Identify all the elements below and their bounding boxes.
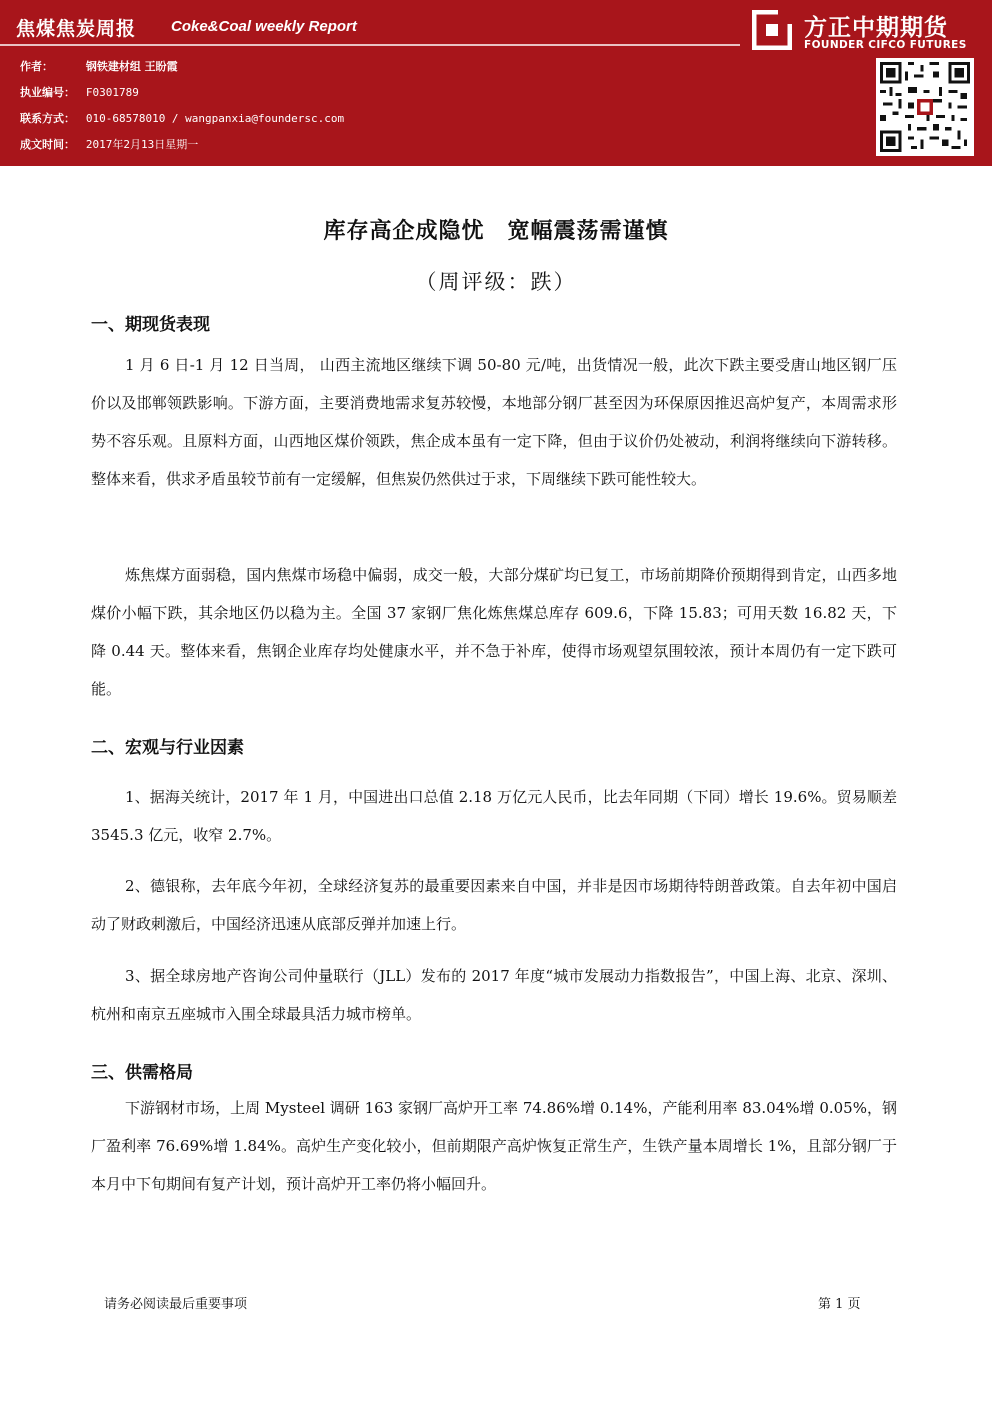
paragraph-text: 3、据全球房地产咨询公司仲量联行（JLL）发布的 2017 年度“城市发展动力指数报告”，中国上海、北京、深圳、杭州和南京五座城市入围全球最具活力城市榜单。 <box>91 967 897 1023</box>
contact-row <box>20 110 344 126</box>
paragraph <box>91 867 897 943</box>
page-number: 第 1 页 <box>818 1297 861 1312</box>
qr-code-icon <box>876 58 974 156</box>
paragraph-text: 1、据海关统计，2017 年 1 月，中国进出口总值 2.18 万亿元人民币，比去年同期（下同）增长 19.6%。贸易顺差 3545.3 亿元，收窄 2.7%。 <box>91 788 897 844</box>
paragraph <box>91 346 897 498</box>
report-banner <box>0 0 992 166</box>
report-title-en: Coke&Coal weekly Report <box>171 18 357 35</box>
report-title-cn: 焦煤焦炭周报 <box>16 18 137 40</box>
paragraph <box>91 1089 897 1203</box>
contact-value: 010-68578010 / wangpanxia@foundersc.com <box>85 112 345 125</box>
section-heading-macro: 二、宏观与行业因素 <box>91 738 244 758</box>
page-title: 库存高企成隐忧 宽幅震荡需谨慎 <box>323 219 669 244</box>
author-row <box>20 58 178 74</box>
license-label: 执业编号： <box>20 86 75 99</box>
contact-label: 联系方式： <box>20 112 75 125</box>
logo-text-cn: 方正中期期货 <box>804 15 948 41</box>
date-value: 2017年2月13日星期一 <box>85 138 199 151</box>
paragraph-text: 1 月 6 日-1 月 12 日当周， 山西主流地区继续下调 50-80 元/吨，出货情况一般，此次下跌主要受唐山地区钢厂压价以及邯郸领跌影响。下游方面，主要消费地需求复苏较慢，本地部分钢厂甚至因为环保原因推迟高炉复产，本周需求形势不容乐观。且原料方面，山西地区煤价领跌，焦企成本虽有一定下降，但由于议价仍处被动，利润将继续向下游转移。整体来看，供求矛盾虽较节前有一定缓解，但焦炭仍然供过于求，下周继续下跌可能性较大。 <box>91 356 897 488</box>
paragraph <box>91 556 897 708</box>
logo-text-en: FOUNDER CIFCO FUTURES <box>804 39 967 51</box>
date-row <box>20 136 198 152</box>
author-label: 作者： <box>20 60 53 73</box>
section-heading-spot-futures: 一、期现货表现 <box>91 315 210 335</box>
author-value: 钢铁建材组 王盼霞 <box>85 60 178 73</box>
license-value: F0301789 <box>85 86 139 99</box>
date-label: 成文时间： <box>20 138 75 151</box>
paragraph <box>91 957 897 1033</box>
paragraph <box>91 778 897 854</box>
paragraph-text: 炼焦煤方面弱稳，国内焦煤市场稳中偏弱，成交一般，大部分煤矿均已复工，市场前期降价预期得到肯定，山西多地煤价小幅下跌，其余地区仍以稳为主。全国 37 家钢厂焦化炼焦煤总库存 609.6，下降 15.83；可用天数 16.82 天，下降 0.44 天。整体来看，焦钢企业库存均处健康水平，并不急于补库，使得市场观望氛围较浓，预计本周仍有一定下跌可能。 <box>91 566 897 698</box>
paragraph-text: 2、德银称，去年底今年初，全球经济复苏的最重要因素来自中国，并非是因市场期待特朗普政策。自去年初中国启动了财政刺激后，中国经济迅速从底部反弹并加速上行。 <box>91 877 897 933</box>
banner-divider <box>0 44 740 46</box>
section-heading-supply-demand: 三、供需格局 <box>91 1063 193 1083</box>
weekly-rating: （周评级：跌） <box>415 270 577 294</box>
license-row <box>20 84 139 100</box>
paragraph-text: 下游钢材市场，上周 Mysteel 调研 163 家钢厂高炉开工率 74.86%增 0.14%，产能利用率 83.04%增 0.05%，钢厂盈利率 76.69%增 1.84%。高炉生产变化较小，但前期限产高炉恢复正常生产，生铁产量本周增长 1%，且部分钢厂于本月中下旬期间有复产计划，预计高炉开工率仍将小幅回升。 <box>91 1099 897 1193</box>
founder-logo-icon <box>752 10 792 50</box>
footer-notice: 请务必阅读最后重要事项 <box>104 1297 248 1312</box>
founder-logo <box>752 6 982 56</box>
